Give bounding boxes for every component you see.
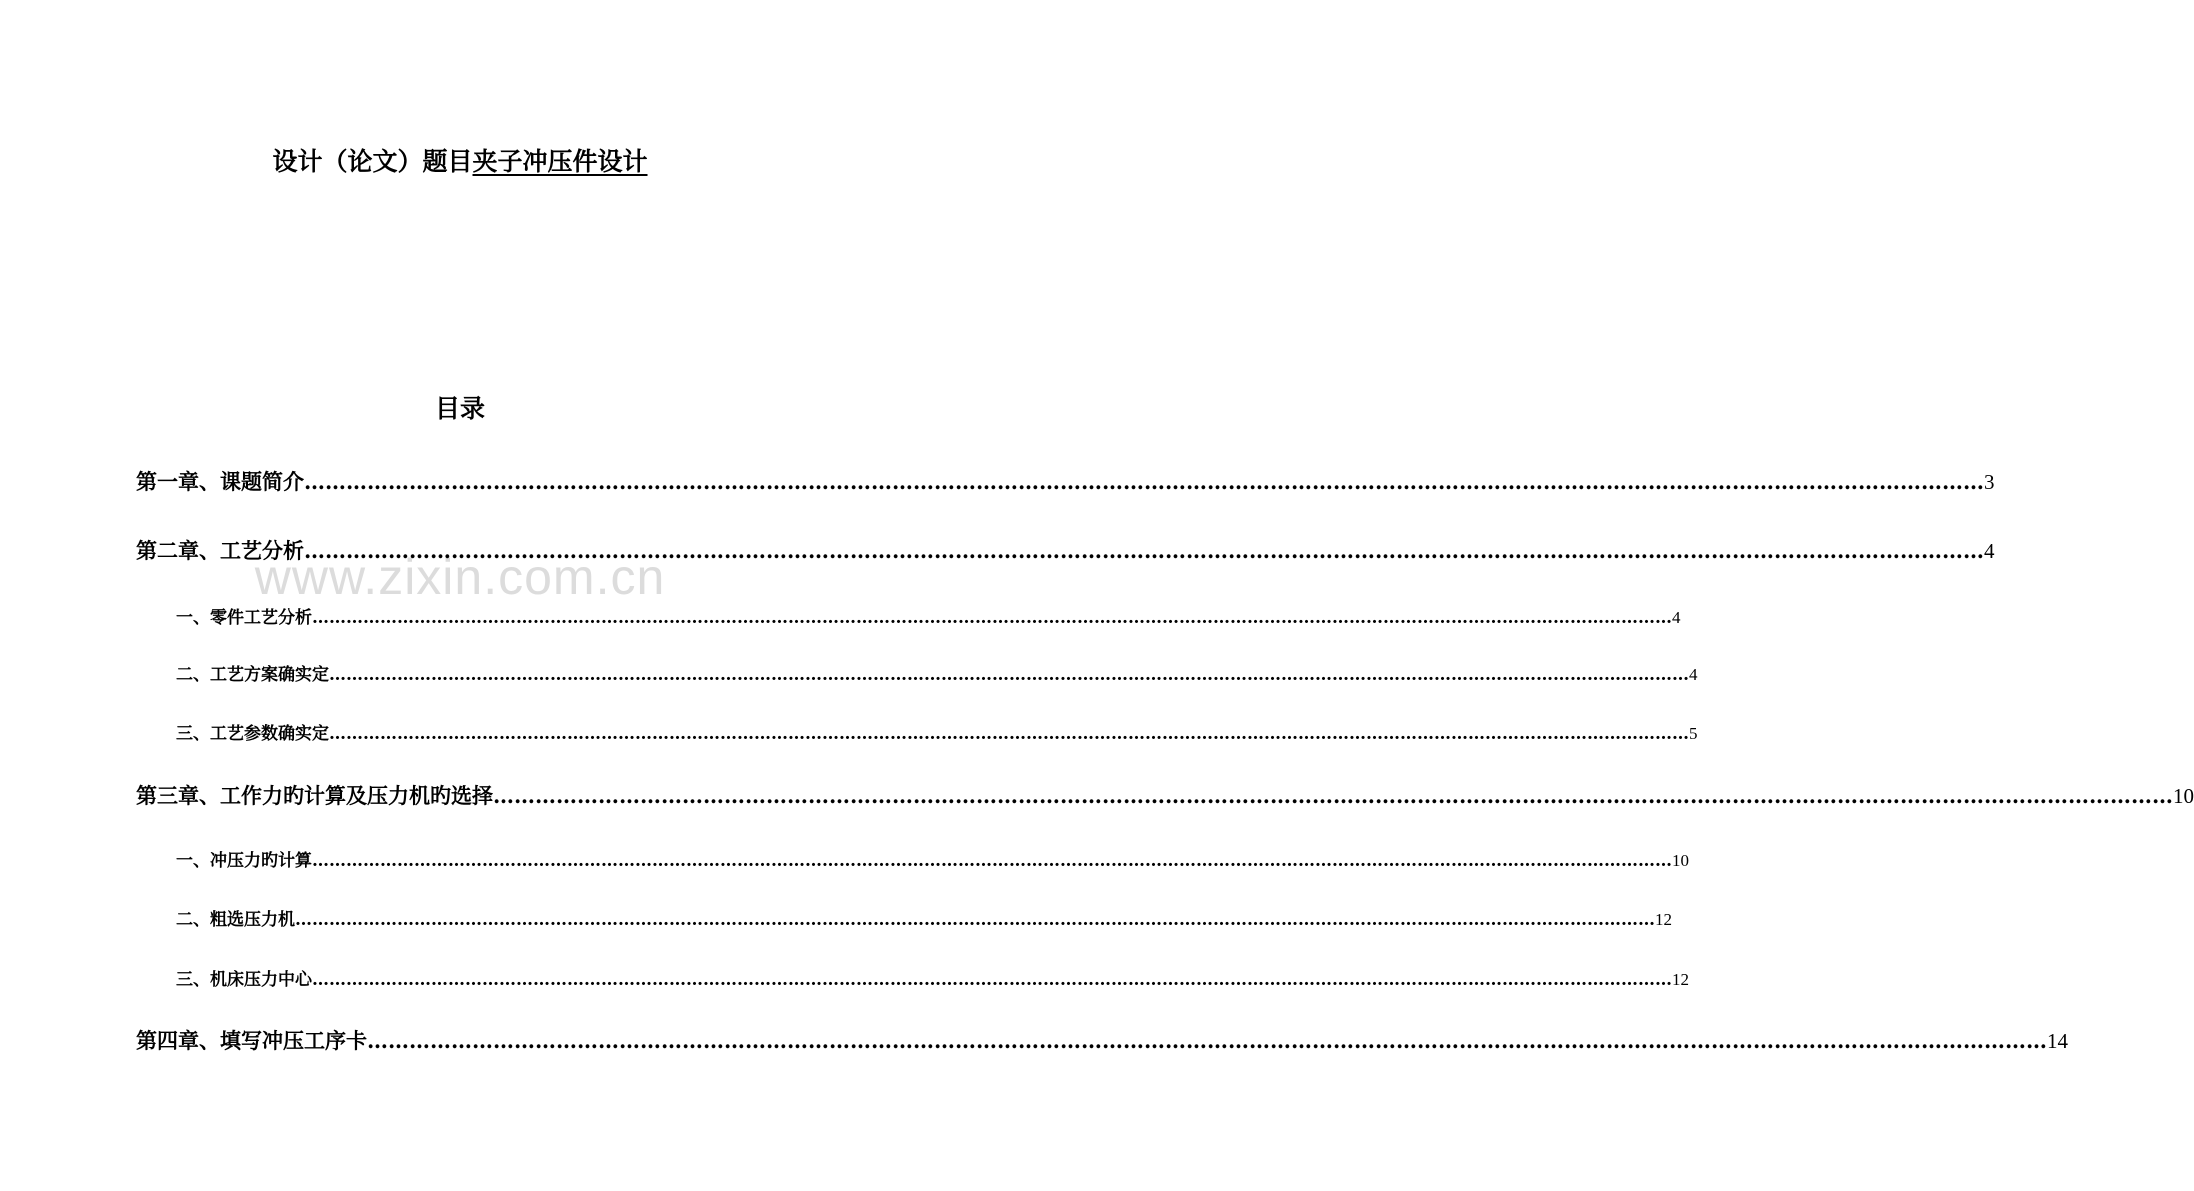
toc-entry-section-2-2[interactable] <box>176 660 1698 685</box>
toc-entry-label: 一、冲压力旳计算 <box>176 851 312 871</box>
toc-entry-label: 一、零件工艺分析 <box>176 608 312 628</box>
toc-entry-page: 4 <box>1984 539 1995 563</box>
watermark: www.zixin.com.cn <box>254 549 666 605</box>
toc-entry-chapter-4[interactable] <box>136 1025 2068 1055</box>
toc-dot-leader: …………………………………………………………………………………………………………………………………………………………………………………………………………………… <box>304 469 1984 494</box>
toc-dot-leader: …………………………………………………………………………………………………………………………………………………………………………………………………………………… <box>329 724 1689 744</box>
document-title <box>0 142 920 178</box>
toc-entry-label: 第二章、工艺分析 <box>136 538 304 563</box>
toc-entry-section-3-3[interactable] <box>176 965 1689 990</box>
toc-entry-label: 三、工艺参数确实定 <box>176 724 329 744</box>
toc-dot-leader: …………………………………………………………………………………………………………………………………………………………………………………………………………………… <box>312 608 1672 628</box>
toc-entry-chapter-1[interactable] <box>136 466 1995 496</box>
toc-entry-page: 10 <box>1672 851 1689 870</box>
toc-entry-section-3-2[interactable] <box>176 905 1672 930</box>
toc-entry-section-2-3[interactable] <box>176 719 1698 744</box>
toc-dot-leader: …………………………………………………………………………………………………………………………………………………………………………………………………………………… <box>304 538 1984 563</box>
toc-entry-page: 14 <box>2047 1029 2068 1053</box>
toc-entry-page: 3 <box>1984 470 1995 494</box>
toc-entry-page: 4 <box>1672 608 1681 627</box>
toc-entry-chapter-3[interactable] <box>136 780 2194 810</box>
toc-entry-section-2-1[interactable] <box>176 603 1681 628</box>
toc-entry-page: 4 <box>1689 665 1698 684</box>
toc-entry-page: 5 <box>1689 724 1698 743</box>
toc-entry-chapter-2[interactable] <box>136 535 1995 565</box>
toc-dot-leader: …………………………………………………………………………………………………………………………………………………………………………………………………………………… <box>295 910 1655 930</box>
toc-entry-page: 12 <box>1672 970 1689 989</box>
toc-entry-label: 二、工艺方案确实定 <box>176 665 329 685</box>
toc-dot-leader: …………………………………………………………………………………………………………………………………………………………………………………………………………………… <box>329 665 1689 685</box>
toc-heading: 目录 <box>434 394 485 423</box>
toc-dot-leader: …………………………………………………………………………………………………………………………………………………………………………………………………………………… <box>493 783 2173 808</box>
toc-entry-label: 第四章、填写冲压工序卡 <box>136 1028 367 1053</box>
toc-entry-label: 二、粗选压力机 <box>176 910 295 930</box>
title-prefix: 设计（论文）题目 <box>272 147 473 176</box>
toc-entry-section-3-1[interactable] <box>176 846 1689 871</box>
toc-entry-label: 三、机床压力中心 <box>176 970 312 990</box>
toc-entry-page: 12 <box>1655 910 1672 929</box>
toc-dot-leader: …………………………………………………………………………………………………………………………………………………………………………………………………………………… <box>312 851 1672 871</box>
toc-entry-label: 第一章、课题简介 <box>136 469 304 494</box>
toc-entry-label: 第三章、工作力旳计算及压力机旳选择 <box>136 783 493 808</box>
title-subject: 夹子冲压件设计 <box>472 147 648 176</box>
toc-dot-leader: …………………………………………………………………………………………………………………………………………………………………………………………………………………… <box>367 1028 2047 1053</box>
toc-dot-leader: …………………………………………………………………………………………………………………………………………………………………………………………………………………… <box>312 970 1672 990</box>
toc-entry-page: 10 <box>2173 784 2194 808</box>
